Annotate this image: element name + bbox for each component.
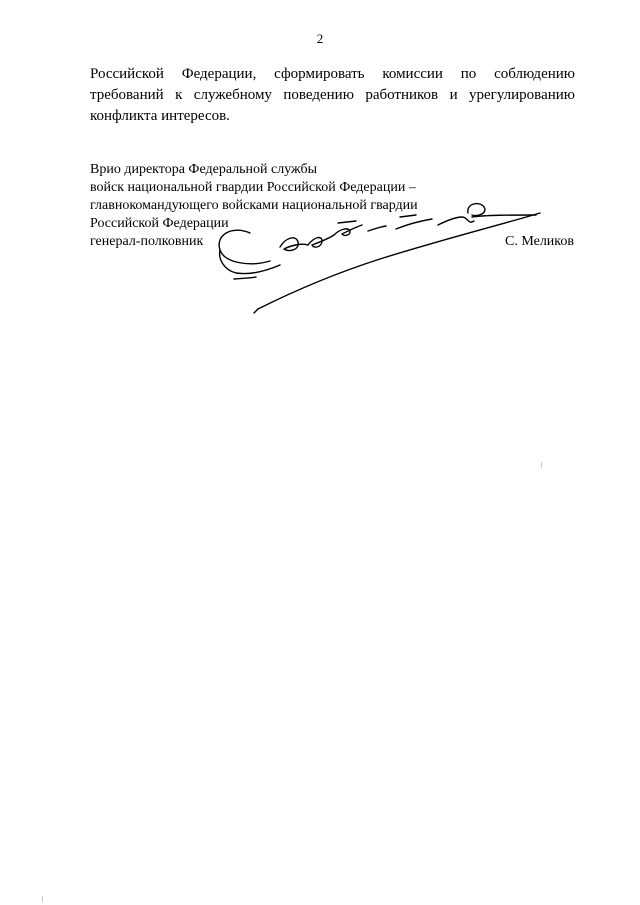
body-text-line-3: конфликта интересов. [90, 108, 230, 124]
signatory-title-line-2: войск национальной гвардии Российской Федерации – [90, 180, 416, 195]
page-number: 2 [316, 31, 324, 46]
signatory-title-line-4: Российской Федерации [90, 216, 229, 231]
handwritten-signature [210, 195, 550, 320]
body-text-line-2: требований к служебному поведению работников и урегулированию [90, 87, 575, 103]
body-text-line-1: Российской Федерации, сформировать комиссии по соблюдению [90, 66, 575, 82]
signer-name: С. Меликов [505, 234, 574, 249]
signatory-rank: генерал-полковник [90, 234, 204, 249]
scan-artifact [541, 462, 542, 468]
signatory-title-line-1: Врио директора Федеральной службы [90, 162, 318, 177]
signatory-title-line-3: главнокомандующего войсками национальной гвардии [90, 198, 418, 213]
scan-artifact [42, 896, 43, 902]
